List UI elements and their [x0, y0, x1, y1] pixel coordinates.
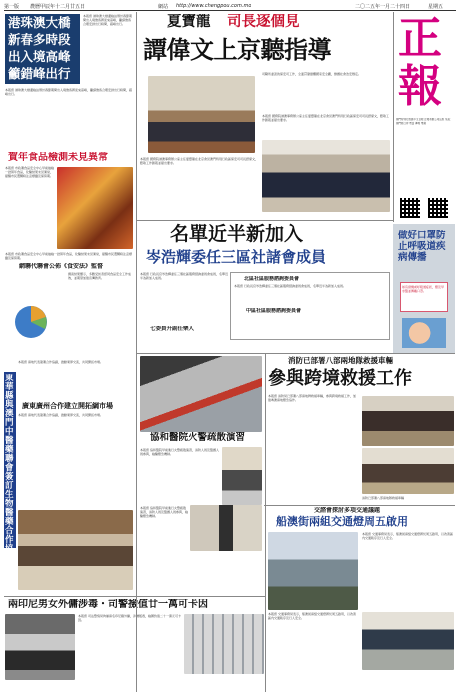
list-body: 本報訊 行政長官岑浩輝委任三個社區服務諮詢委員會成員，名單近半為新加入成員。 — [140, 272, 228, 280]
traffic-body: 本報訊 交通事務局表示，船澳街兩組交通燈將於周五啟用，以改善區內交通秩序及行人安全。 — [362, 532, 453, 540]
food-body: 本報訊 市政署食品安全中心早前抽檢一批賀年食品，化驗結果未見異常，提醒市民選購時注意標籤及保質期。 — [5, 166, 54, 178]
header-rule — [4, 10, 456, 11]
hospital-body-2: 本報訊 協和醫院早前進行火警疏散演習，消防人員及醫護人員參與，檢驗應急機制。 — [140, 506, 188, 518]
bridge-headline-1: 港珠澳大橋 — [8, 15, 71, 30]
page-number: 第一版 — [4, 4, 20, 10]
list-box-title: 北區社區服務諮詢委員會 — [244, 276, 300, 282]
bridge-article-body: 本報訊 港珠澳大橋邊檢站預計春節期間出入境旅客將迎來高峰，籲請旅客合理安排出行時間，錯峰出行。 — [83, 14, 132, 26]
main-kicker-red: 司長逐個見 — [227, 14, 300, 30]
list-box-body: 本報訊 行政長官岑浩輝委任三個社區服務諮詢委員會成員，名單近半為新加入成員。 — [234, 284, 346, 288]
cooperation-headline: 廣東廣州合作建立開拓綱市場 — [22, 402, 113, 410]
masthead-info: 澳門特別行政區中文日報 正報有限公司出版 地址：澳門新口岸 電話 傳真 電郵 — [396, 118, 453, 125]
crossborder-body: 本報訊 消防局已部署八部兩地牌救援車輛，參與跨境救援工作，加強粵澳兩地應急協作。 — [268, 394, 356, 402]
fraud-headline: 兩印尼男女外傭涉毒・司警撿值廿一萬可卡因 — [8, 599, 208, 610]
cooperation-body: 本報訊 兩地代表簽署合作協議，推動業界交流，共同開拓市場。 — [18, 413, 103, 417]
main-body: 本報訊 國務院港澳事務辦公室主任夏寶龍在北京會見澳門特別行政區保安司司長譚偉文，聽取工作匯報並提出要求。 — [140, 157, 258, 165]
list-subhead: 岑浩輝委任三區社諸會成員 — [146, 248, 327, 266]
bridge-article-body-2: 本報訊 港珠澳大橋邊檢站預計春節期間出入境旅客將迎來高峰，籲請旅客合理安排出行時間，錯峰出行。 — [5, 88, 132, 96]
hospital-headline: 協和醫院火警疏散演習 — [150, 432, 246, 443]
list-box — [230, 272, 390, 340]
crossborder-photo-1 — [362, 396, 454, 446]
masthead-char-2: 報 — [398, 62, 442, 112]
traffic-body-2: 本報訊 交通事務局表示，船澳街兩組交通燈將於周五啟用，以改善區內交通秩序及行人安全。 — [268, 612, 356, 620]
website-label: 網站 — [158, 4, 169, 10]
health-ad-illustration — [402, 318, 446, 348]
fraud-photo-1 — [5, 614, 75, 680]
issue-date: 二〇二五年一月二十四日 — [355, 4, 411, 10]
bridge-headline-2: 新春多時段 — [8, 32, 71, 47]
fraud-body: 本報訊 司法警察局拘捕兩名印尼籍外傭，涉嫌販毒，檢獲約值二十一萬元可卡因。 — [78, 614, 181, 622]
main-right-body-2: 本報訊 國務院港澳事務辦公室主任夏寶龍在北京會見澳門特別行政區保安司司長譚偉文，聽取工作匯報並提出要求。 — [262, 114, 389, 122]
crossborder-headline: 參與跨境救援工作 — [268, 368, 412, 389]
traffic-meeting-photo — [362, 612, 454, 670]
column-divider-left — [136, 12, 137, 692]
weekday: 星期五 — [428, 4, 444, 10]
fraud-photo-2 — [184, 614, 264, 674]
bridge-headline-4: 籲錯峰出行 — [8, 66, 71, 81]
qr-code-2[interactable] — [428, 198, 448, 218]
traffic-headline: 船澳街兩組交通燈周五啟用 — [276, 515, 408, 528]
health-ad-body: 如有發燒或呼吸道症狀，應及早求醫並佩戴口罩。 — [402, 285, 445, 293]
survey-chart — [9, 298, 65, 354]
list-box-sub: 中區社區服務諮詢委員會 — [246, 308, 302, 314]
vertical-article-body: 本報訊 兩地代表簽署合作協議，推動業界交流，共同開拓市場。 — [18, 360, 103, 364]
festive-food-photo — [57, 167, 133, 249]
website-link[interactable]: http://www.chengpou.com.mo — [176, 3, 252, 9]
column-divider-right — [393, 12, 394, 222]
vertical-headline: 東華縣與澳門中醫藥聯會簽訂生物醫藥合作協議 — [5, 374, 14, 563]
crossborder-kicker: 消防已部署八部兩地隊救援車輛 — [288, 356, 393, 365]
traffic-kicker: 交諮會探討多項交通議題 — [314, 507, 381, 514]
main-headline: 譚偉文上京聽指導 — [143, 36, 331, 64]
survey-body: 調查結果顯示，多數受訪者認同食品安全工作成效，並期望加強宣傳教育。 — [68, 272, 132, 280]
meeting-photo — [18, 510, 133, 590]
health-ad-title: 做好口罩防止呼吸道疾病傳播 — [398, 230, 446, 263]
drill-photo-2 — [190, 505, 262, 551]
section-divider-2 — [137, 353, 455, 354]
section-divider-3 — [264, 505, 455, 506]
food-headline: 賀年食品檢測未見異常 — [8, 152, 108, 163]
main-kicker-person: 夏寶龍 — [167, 14, 211, 30]
food-body-2: 本報訊 市政署食品安全中心早前抽檢一批賀年食品，化驗結果未見異常，提醒市民選購時注意標籤及保質期。 — [5, 252, 132, 260]
drill-photo-1 — [222, 447, 262, 505]
conference-photo — [262, 140, 390, 212]
meeting-photo-main — [148, 76, 255, 153]
survey-headline: 網聯代聯會公佈《食安法》監督 — [19, 263, 104, 270]
column-divider-bottom — [265, 354, 266, 692]
list-headline: 名單近半新加入 — [170, 223, 304, 245]
section-divider-1 — [137, 220, 393, 221]
hospital-body: 本報訊 協和醫院早前進行火警疏散演習，消防人員及醫護人員參與，檢驗應急機制。 — [140, 448, 219, 456]
crossborder-photo-2 — [362, 448, 454, 494]
list-seven-title: 七委員升副任樂人 — [150, 326, 195, 332]
crossborder-caption: 消防已部署八部兩地隊救援車輛 — [362, 496, 405, 500]
section-divider-4 — [4, 596, 266, 597]
fire-truck-photo — [140, 356, 262, 432]
qr-code-1[interactable] — [400, 198, 420, 218]
traffic-photo — [268, 532, 358, 610]
masthead-char-1: 正 — [398, 14, 442, 64]
lunar-date: 農曆甲辰年十二月廿五日 — [30, 4, 86, 10]
bridge-headline-3: 出入境高峰 — [8, 49, 71, 64]
main-right-body: 司職所委派的保安司工作，全面貫徹總體國家安全觀，維護社會治安穩定。 — [262, 72, 362, 76]
